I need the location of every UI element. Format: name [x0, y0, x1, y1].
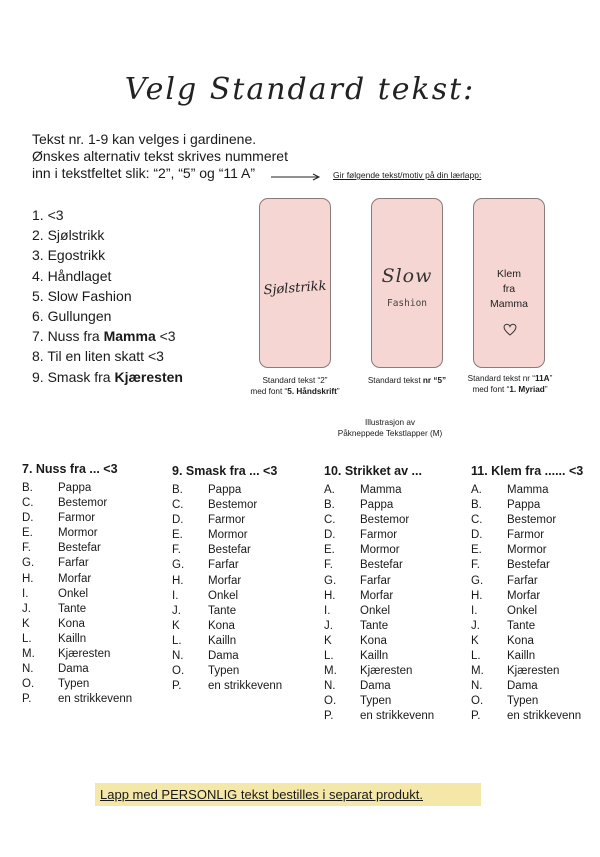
standard-text-item: 5. Slow Fashion [32, 287, 132, 304]
option-text: Kona [58, 617, 85, 630]
option-row [324, 558, 434, 573]
option-letter: F. [172, 544, 181, 557]
option-letter: F. [22, 542, 31, 555]
option-row [471, 543, 583, 558]
intro-line-3: inn i tekstfeltet slik: “2”, “5” og “11 A” [32, 165, 256, 181]
option-row [471, 694, 583, 709]
option-letter: P. [172, 680, 182, 693]
option-letter: L. [22, 632, 32, 645]
option-text: Kjæresten [58, 648, 111, 661]
gives-label: Gir følgende tekst/motiv på din lærlapp: [333, 170, 482, 180]
option-row [324, 694, 434, 709]
option-letter: H. [22, 572, 34, 585]
option-text: Mormor [208, 529, 248, 542]
option-row [172, 528, 282, 543]
footer-note [95, 783, 481, 806]
option-row [471, 483, 583, 498]
option-row [172, 574, 282, 589]
option-letter: K [172, 619, 180, 632]
intro-line-2: Ønskes alternativ tekst skrives nummeret [32, 148, 288, 164]
option-row [471, 649, 583, 664]
column-smask-fra [172, 464, 282, 694]
option-letter: H. [324, 589, 336, 602]
option-row [172, 679, 282, 694]
option-row [172, 649, 282, 664]
standard-text-item: 9. Smask fra Kjæresten [32, 368, 183, 385]
label-fashion-text: Fashion [386, 298, 428, 309]
option-row [324, 483, 434, 498]
page-title: Velg Standard tekst: [124, 72, 476, 107]
option-letter: P. [324, 710, 334, 723]
illustration-line: Illustrasjon av [364, 418, 416, 427]
option-row [22, 677, 132, 692]
option-row [471, 664, 583, 679]
column-nuss-fra [22, 462, 132, 707]
option-letter: D. [172, 514, 184, 527]
option-letter: P. [22, 693, 32, 706]
option-letter: N. [172, 650, 184, 663]
label-klem-line: Klem [497, 268, 521, 280]
option-text: Kona [360, 634, 387, 647]
option-text: Mormor [360, 544, 400, 557]
option-text: Mamma [507, 484, 549, 496]
option-text: Dama [58, 663, 89, 676]
caption-line: Standard tekst “2” [262, 376, 328, 385]
caption-label-3 [455, 374, 565, 395]
option-row [324, 604, 434, 619]
option-row [22, 496, 132, 511]
option-text: Kona [208, 619, 235, 632]
option-letter: K [471, 634, 479, 647]
column-heading: 9. Smask fra ... <3 [172, 464, 278, 478]
standard-text-item: 1. <3 [32, 207, 64, 223]
label-slow-text: Slow [381, 265, 433, 287]
column-klem-fra [471, 464, 583, 725]
option-text: Typen [58, 678, 90, 691]
option-letter: C. [471, 514, 483, 527]
option-letter: I. [172, 589, 179, 602]
illustration-note [320, 418, 460, 439]
option-text: Onkel [208, 589, 239, 602]
option-row [22, 617, 132, 632]
option-row [324, 649, 434, 664]
standard-text-item: 4. Håndlaget [32, 267, 112, 284]
option-row [324, 589, 434, 604]
label-preview-slow-fashion [371, 198, 443, 368]
option-letter: O. [471, 695, 484, 708]
option-row [172, 589, 282, 604]
option-letter: N. [471, 680, 483, 693]
option-text: Kailln [208, 634, 237, 647]
option-letter: L. [324, 650, 334, 663]
option-row [172, 604, 282, 619]
option-row [172, 634, 282, 649]
option-letter: K [22, 617, 30, 630]
option-row [22, 602, 132, 617]
option-letter: L. [172, 634, 182, 647]
option-letter: O. [22, 678, 35, 691]
option-letter: D. [22, 512, 34, 525]
option-text: Farmor [58, 512, 96, 525]
option-letter: A. [324, 484, 335, 496]
standard-text-item: 8. Til en liten skatt <3 [32, 348, 164, 365]
option-letter: N. [324, 680, 336, 693]
option-row [471, 709, 583, 724]
option-row [22, 692, 132, 707]
column-heading: 7. Nuss fra ... <3 [22, 462, 118, 476]
option-row [172, 498, 282, 513]
option-letter: I. [471, 604, 478, 617]
label-preview-klem-fra-mamma [473, 198, 545, 368]
option-letter: J. [22, 602, 31, 615]
option-letter: D. [324, 529, 336, 542]
option-text: en strikkevenn [360, 710, 435, 723]
label-script-text: Sjølstrikk [263, 278, 327, 299]
option-letter: P. [471, 710, 481, 723]
option-letter: E. [471, 544, 482, 557]
option-row [172, 664, 282, 679]
option-letter: D. [471, 529, 483, 542]
option-text: Tante [507, 619, 536, 632]
option-text: Farfar [58, 557, 89, 570]
standard-text-list [32, 205, 183, 387]
option-row [324, 574, 434, 589]
option-row [22, 632, 132, 647]
standard-text-item: 3. Egostrikk [32, 247, 106, 264]
option-letter: G. [324, 574, 337, 587]
heart-icon [502, 321, 518, 337]
option-text: Pappa [507, 499, 541, 512]
option-letter: K [324, 634, 332, 647]
column-heading: 10. Strikket av ... [324, 464, 422, 478]
option-text: en strikkevenn [58, 693, 133, 706]
option-text: Farmor [507, 529, 545, 542]
option-row [471, 513, 583, 528]
option-row [172, 513, 282, 528]
option-letter: E. [172, 529, 183, 542]
option-row [471, 604, 583, 619]
intro-line-1: Tekst nr. 1-9 kan velges i gardinene. [32, 131, 257, 147]
option-text: Mormor [58, 527, 98, 540]
caption-label-2: Standard tekst nr “5” [367, 376, 447, 385]
label-preview-sjolstrikk [259, 198, 331, 368]
option-row [471, 634, 583, 649]
label-klem-text [474, 267, 544, 312]
option-row [324, 498, 434, 513]
option-letter: G. [471, 574, 484, 587]
option-row [324, 513, 434, 528]
option-letter: F. [471, 559, 480, 572]
option-text: Mormor [507, 544, 547, 557]
option-row [22, 526, 132, 541]
option-row [22, 662, 132, 677]
option-letter: F. [324, 559, 333, 572]
caption-line: Standard tekst nr “11A” [467, 374, 553, 383]
option-letter: C. [324, 514, 336, 527]
option-row [324, 543, 434, 558]
option-text: Bestemor [58, 497, 108, 510]
option-text: Farfar [208, 559, 239, 572]
illustration-line: Påkneppede Tekstlapper (M) [337, 428, 443, 438]
option-letter: M. [471, 665, 484, 678]
option-text: Farmor [208, 514, 246, 527]
option-text: Typen [208, 665, 240, 678]
option-text: Onkel [360, 604, 391, 617]
option-row [324, 528, 434, 543]
option-letter: M. [22, 648, 35, 661]
option-row [471, 679, 583, 694]
option-text: Morfar [507, 589, 541, 602]
label-klem-line: Mamma [490, 298, 528, 310]
option-letter: A. [471, 484, 482, 496]
option-row [22, 556, 132, 571]
option-text: Morfar [360, 589, 394, 602]
option-text: en strikkevenn [507, 710, 582, 723]
option-row [22, 481, 132, 496]
option-letter: I. [324, 604, 331, 617]
option-text: Pappa [58, 482, 92, 494]
option-letter: B. [471, 499, 482, 512]
option-row [471, 558, 583, 573]
standard-text-item: 6. Gullungen [32, 308, 112, 325]
option-text: Morfar [208, 574, 242, 587]
option-letter: J. [471, 619, 480, 632]
option-text: Bestemor [208, 499, 258, 512]
option-letter: N. [22, 663, 34, 676]
option-row [172, 483, 282, 498]
option-text: Tante [208, 604, 237, 617]
option-text: Typen [507, 695, 539, 708]
option-row [324, 619, 434, 634]
option-letter: G. [22, 557, 35, 570]
option-text: Farfar [507, 574, 538, 587]
option-text: Bestefar [360, 559, 403, 572]
option-text: Tante [360, 619, 389, 632]
option-text: Farmor [360, 529, 398, 542]
option-text: Kona [507, 634, 534, 647]
option-text: Bestefar [208, 544, 251, 557]
option-text: Kailln [507, 650, 536, 663]
option-row [22, 572, 132, 587]
option-row [324, 634, 434, 649]
option-letter: H. [471, 589, 483, 602]
option-row [324, 664, 434, 679]
column-heading: 11. Klem fra ...... <3 [471, 464, 584, 478]
option-letter: H. [172, 574, 184, 587]
option-letter: L. [471, 650, 481, 663]
option-letter: E. [22, 527, 33, 540]
option-letter: I. [22, 587, 29, 600]
option-row [172, 619, 282, 634]
option-text: Pappa [208, 484, 242, 496]
caption-line: med font “1. Myriad” [472, 384, 548, 394]
standard-text-item: 2. Sjølstrikk [32, 227, 105, 244]
option-text: Dama [360, 680, 391, 693]
option-text: Kjæresten [360, 665, 413, 678]
option-text: Kailln [58, 632, 87, 645]
option-text: Kailln [360, 650, 389, 663]
option-row [172, 558, 282, 573]
option-text: Dama [507, 680, 538, 693]
option-row [324, 679, 434, 694]
option-text: Mamma [360, 484, 402, 496]
option-letter: J. [324, 619, 333, 632]
option-letter: O. [172, 665, 185, 678]
option-letter: C. [172, 499, 184, 512]
option-row [22, 541, 132, 556]
standard-text-item: 7. Nuss fra Mamma <3 [32, 328, 176, 345]
option-letter: J. [172, 604, 181, 617]
caption-label-1 [240, 376, 350, 397]
footer-text: Lapp med PERSONLIG tekst bestilles i separat produkt. [100, 787, 423, 802]
option-text: Bestemor [507, 514, 557, 527]
option-text: Farfar [360, 574, 391, 587]
option-text: Typen [360, 695, 392, 708]
column-strikket-av [324, 464, 434, 725]
option-text: Bestefar [507, 559, 550, 572]
option-row [471, 528, 583, 543]
caption-line: med font “5. Håndskrift” [250, 386, 340, 396]
option-text: Tante [58, 602, 87, 615]
option-letter: B. [22, 482, 33, 494]
option-row [172, 543, 282, 558]
option-row [324, 709, 434, 724]
option-text: Onkel [58, 587, 89, 600]
option-row [471, 574, 583, 589]
option-letter: M. [324, 665, 337, 678]
option-text: Kjæresten [507, 665, 560, 678]
option-text: Morfar [58, 572, 92, 585]
option-row [471, 498, 583, 513]
option-row [22, 587, 132, 602]
option-letter: B. [324, 499, 335, 512]
option-text: Dama [208, 650, 239, 663]
label-klem-line: fra [502, 283, 516, 295]
option-text: Onkel [507, 604, 538, 617]
option-text: Bestefar [58, 542, 101, 555]
option-row [22, 511, 132, 526]
option-letter: E. [324, 544, 335, 557]
option-text: en strikkevenn [208, 680, 283, 693]
option-letter: C. [22, 497, 34, 510]
option-row [22, 647, 132, 662]
option-text: Bestemor [360, 514, 410, 527]
option-letter: B. [172, 484, 183, 496]
option-row [471, 589, 583, 604]
arrow-right-icon [270, 172, 322, 182]
option-row [471, 619, 583, 634]
option-letter: G. [172, 559, 185, 572]
option-letter: O. [324, 695, 337, 708]
option-text: Pappa [360, 499, 394, 512]
